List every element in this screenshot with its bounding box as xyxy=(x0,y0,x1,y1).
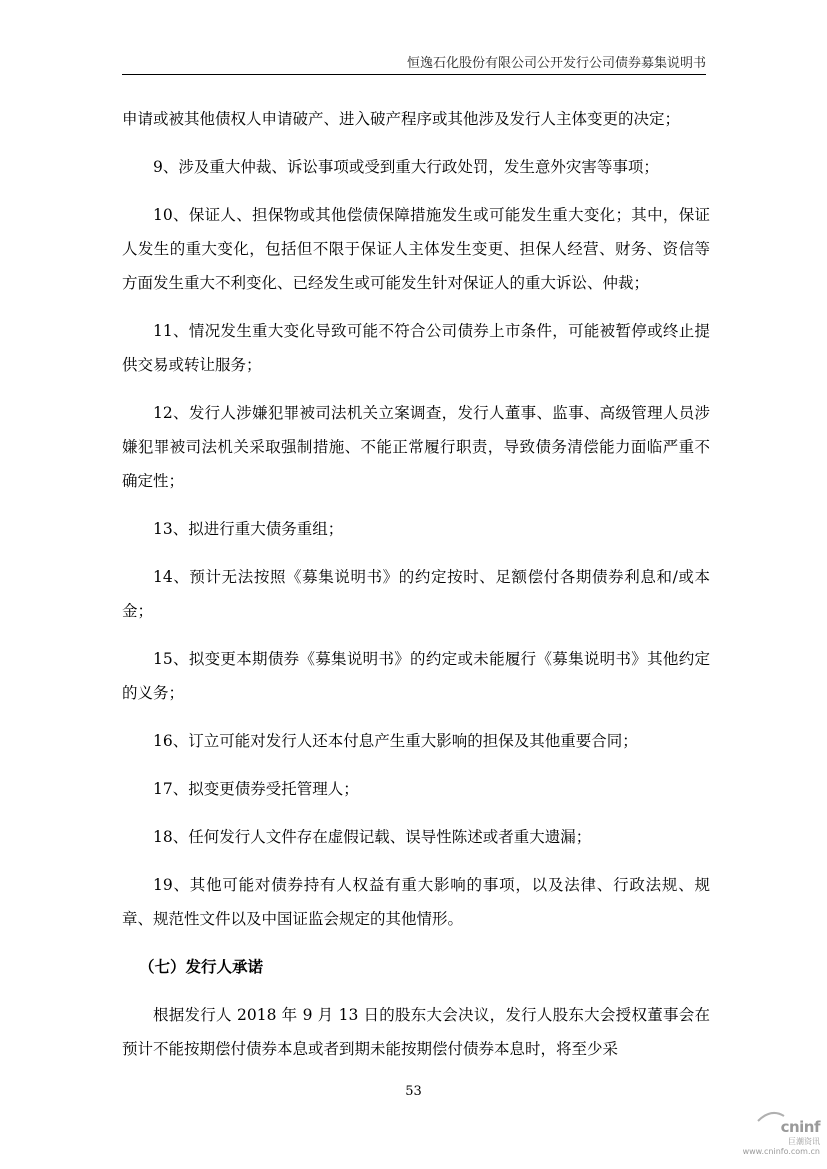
header-rule xyxy=(122,74,706,75)
list-item-13: 13、拟进行重大债务重组； xyxy=(153,520,344,538)
list-item-14: 14、预计无法按照《募集说明书》的约定按时、足额偿付各期债券利息和/或本金； xyxy=(122,568,710,620)
list-item-18: 18、任何发行人文件存在虚假记载、误导性陈述或者重大遗漏； xyxy=(153,828,592,846)
logo-chinese: 巨潮资讯 xyxy=(788,1137,820,1146)
list-item-12: 12、发行人涉嫌犯罪被司法机关立案调查，发行人董事、监事、高级管理人员涉嫌犯罪被司法机关采取强制措施、不能正常履行职责，导致债务清偿能力面临严重不确定性； xyxy=(122,404,710,490)
cninf-logo xyxy=(740,1118,820,1156)
list-item-10: 10、保证人、担保物或其他偿债保障措施发生或可能发生重大变化；其中，保证人发生的重大变化，包括但不限于保证人主体发生变更、担保人经营、财务、资信等方面发生重大不利变化、已经发生或可能发生针对保证人的重大诉讼、仲裁； xyxy=(122,206,710,292)
list-item-15: 15、拟变更本期债券《募集说明书》的约定或未能履行《募集说明书》其他约定的义务； xyxy=(122,650,710,702)
logo-url: www.cninfo.com.cn xyxy=(742,1147,820,1156)
page-number: 53 xyxy=(405,1084,422,1099)
logo-arc-icon xyxy=(756,1110,786,1122)
logo-wordmark: cninf xyxy=(780,1118,820,1136)
list-item-9: 9、涉及重大仲裁、诉讼事项或受到重大行政处罚，发生意外灾害等事项； xyxy=(153,158,659,176)
closing-paragraph: 根据发行人 2018 年 9 月 13 日的股东大会决议，发行人股东大会授权董事会在预计不能按期偿付债券本息或者到期未能按期偿付债券本息时，将至少采 xyxy=(122,1006,710,1058)
list-item-17: 17、拟变更债券受托管理人； xyxy=(153,780,359,798)
paragraph-continuation: 申请或被其他债权人申请破产、进入破产程序或其他涉及发行人主体变更的决定； xyxy=(122,110,681,128)
list-item-16: 16、订立可能对发行人还本付息产生重大影响的担保及其他重要合同； xyxy=(153,732,638,750)
document-header-title: 恒逸石化股份有限公司公开发行公司债券募集说明书 xyxy=(406,56,706,71)
list-item-19: 19、其他可能对债券持有人权益有重大影响的事项，以及法律、行政法规、规章、规范性文件以及中国证监会规定的其他情形。 xyxy=(122,876,710,928)
list-item-11: 11、情况发生重大变化导致可能不符合公司债券上市条件，可能被暂停或终止提供交易或转让服务； xyxy=(122,322,710,374)
section-heading: （七）发行人承诺 xyxy=(139,957,264,976)
document-body xyxy=(122,102,710,1080)
